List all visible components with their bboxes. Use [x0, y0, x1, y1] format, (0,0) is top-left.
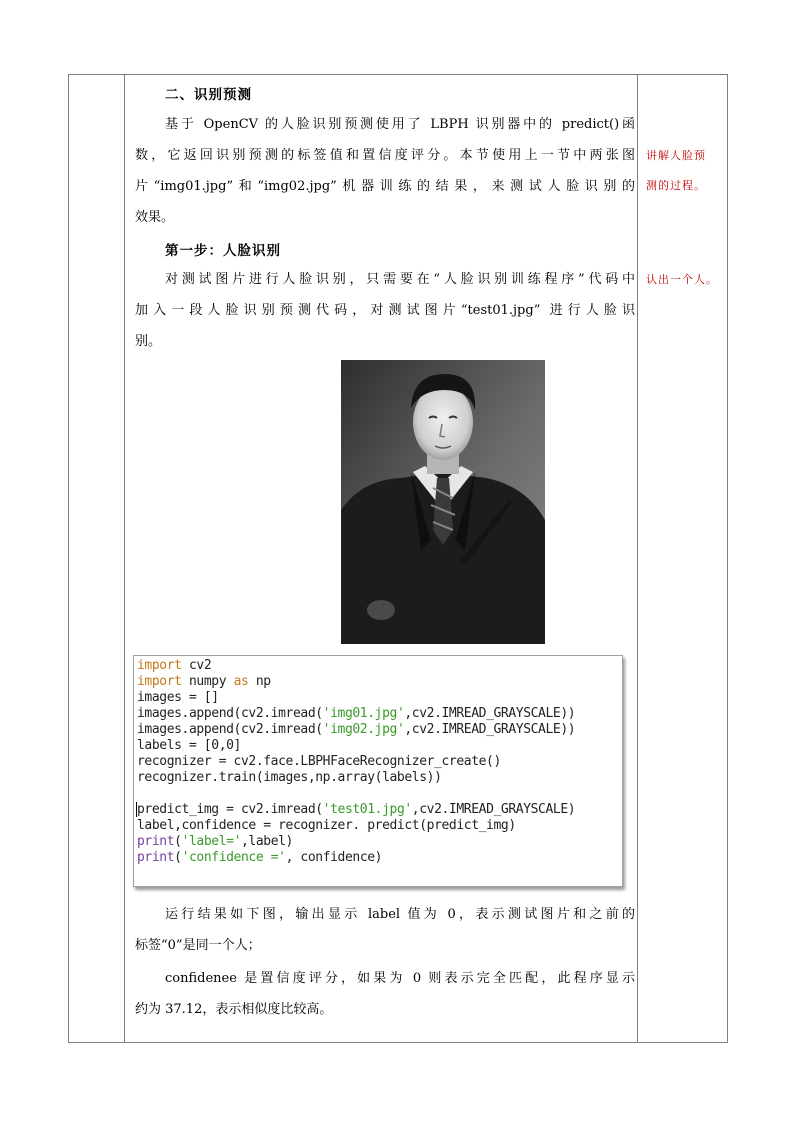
- column-divider: [637, 75, 638, 1042]
- side-note-2: 认出一个人。: [646, 273, 718, 286]
- lesson-table: [68, 74, 728, 1043]
- portrait-photo: [341, 360, 545, 644]
- confidence-paragraph: confidenee 是置信度评分，如果为 0 则表示完全匹配，此程序显示 约为 37.12，表示相似度比较高。: [135, 971, 635, 1017]
- step1-heading: 第一步：人脸识别: [165, 243, 281, 259]
- result-paragraph: 运行结果如下图，输出显示 label 值为 0，表示测试图片和之前的 标签“0”是同一个人；: [135, 907, 635, 953]
- code-text: import cv2 import numpy as np images = [] images.append(cv2.imread('img01.jpg',cv2.IMREAD_GRAYSCALE)) images.append(cv2.imread('img02.jpg',cv2.IMREAD_GRAYSCALE)) labels = [0,0] recognizer = cv2.face.LBPHFaceRecognizer_create() recognizer.train(images,np.array(labels)) predict_img = cv2.imread('test01.jpg',cv2.IMREAD_GRAYSCALE) label,confidence = recognizer. predict(predict_img) print('label=',label) print('confidence =', confidence): [137, 658, 576, 865]
- code-block: [133, 655, 623, 887]
- section-heading: 二、识别预测: [165, 87, 252, 103]
- column-divider: [124, 75, 125, 1042]
- intro-paragraph: 基于 OpenCV 的人脸识别预测使用了 LBPH 识别器中的 predict()函 数，它返回识别预测的标签值和置信度评分。本节使用上一节中两张图 片“img01.jpg”和“img02.jpg”机器训练的结果，来测试人脸识别的 效果。: [135, 117, 635, 225]
- side-note-1: 讲解人脸预 测的过程。: [646, 149, 706, 192]
- code-keyword: import: [137, 658, 182, 673]
- step1-paragraph: 对测试图片进行人脸识别，只需要在“人脸识别训练程序”代码中 加入一段人脸识别预测代码，对测试图片“test01.jpg” 进行人脸识 别。: [135, 272, 635, 349]
